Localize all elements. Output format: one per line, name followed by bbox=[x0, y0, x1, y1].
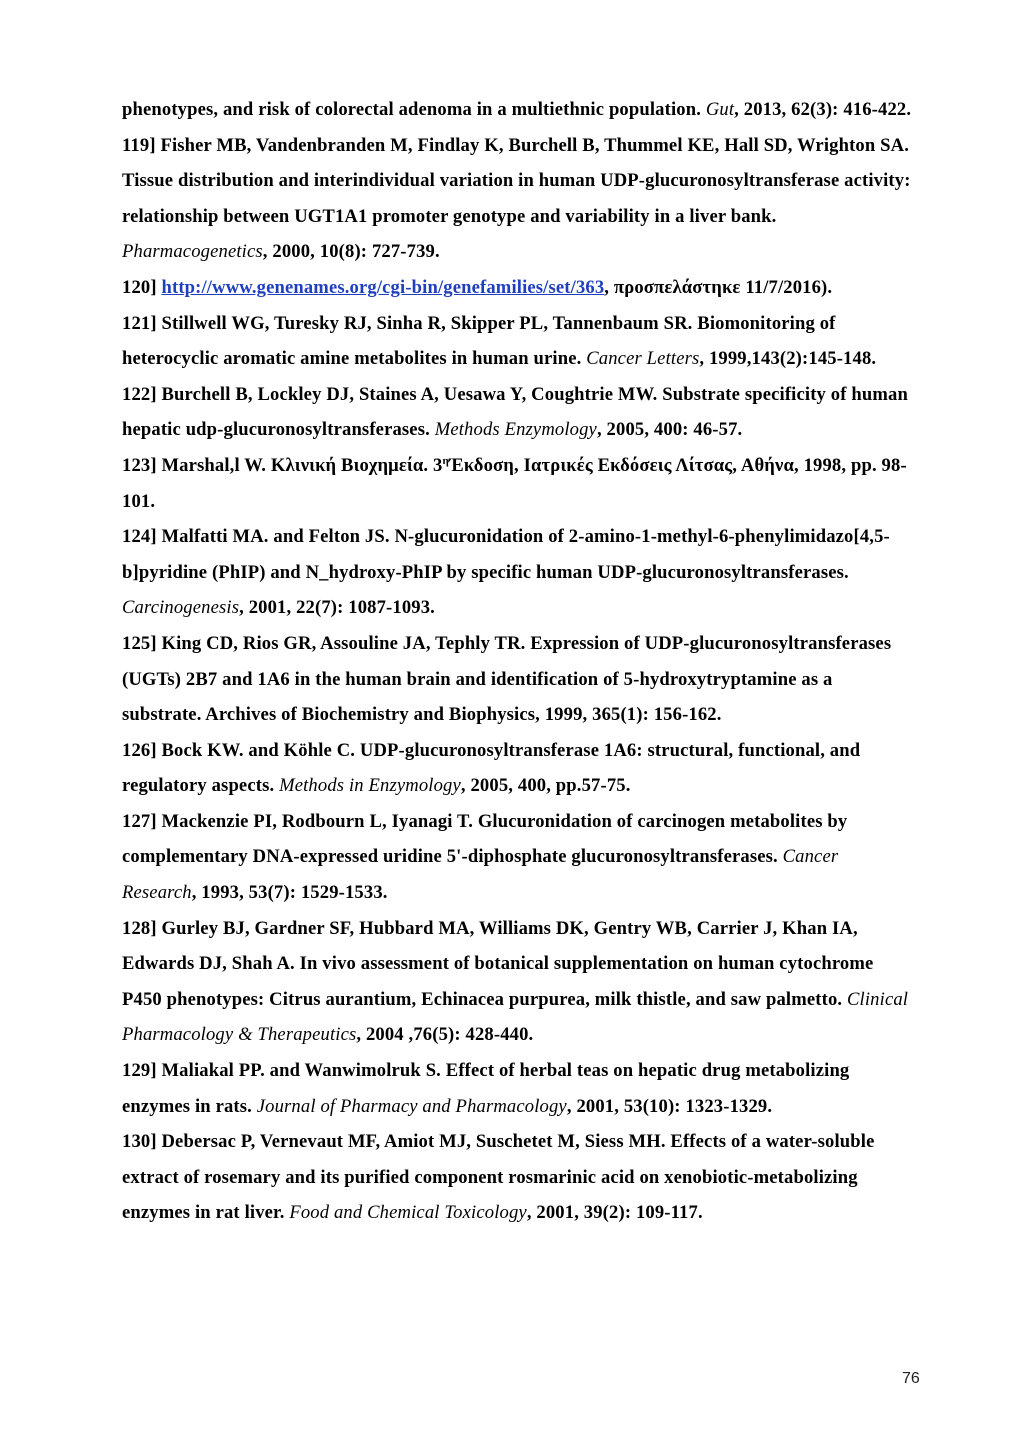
journal-name: Clinical Pharmacology & Therapeutics bbox=[122, 988, 909, 1046]
reference-text: 125] King CD, Rios GR, Assouline JA, Tephly TR. Expression of UDP-glucuronosyltransferases (UGTs) 2B7 and 1A6 in the human brain and identification of 5-hydroxytryptamine as a substrate. Archives of Biochemistry and Biophysics, 1999, 365(1): 156-162. bbox=[122, 632, 892, 726]
journal-name: Methods Enzymology bbox=[434, 419, 597, 441]
journal-name: Gut bbox=[705, 99, 735, 120]
reference-item-119 bbox=[122, 128, 912, 270]
journal-name: Carcinogenesis bbox=[122, 597, 240, 619]
reference-text: 127] Mackenzie PI, Rodbourn L, Iyanagi T. Glucuronidation of carcinogen metabolites by complementary DNA-expressed uridine 5'-diphosphate glucuronosyltransferases. bbox=[122, 810, 848, 868]
reference-item-123 bbox=[122, 448, 912, 519]
journal-name: Cancer Research bbox=[122, 846, 839, 904]
reference-details: , 1993, 53(7): 1529-1533. bbox=[191, 882, 388, 904]
reference-details: , 2005, 400: 46-57. bbox=[596, 419, 743, 441]
reference-details: , 2001, 53(10): 1323-1329. bbox=[566, 1095, 773, 1117]
reference-text: phenotypes, and risk of colorectal adenoma in a multiethnic population. bbox=[122, 99, 706, 120]
reference-details: , 2001, 22(7): 1087-1093. bbox=[239, 597, 435, 619]
reference-item-130 bbox=[122, 1124, 912, 1231]
journal-name: Methods in Enzymology bbox=[279, 775, 461, 797]
reference-text: 122] Burchell B, Lockley DJ, Staines A, Uesawa Y, Coughtrie MW. Substrate specificity of human hepatic udp-glucuronosyltransferases. bbox=[122, 383, 908, 441]
reference-text: 121] Stillwell WG, Turesky RJ, Sinha R, Skipper PL, Tannenbaum SR. Biomonitoring of heterocyclic aromatic amine metabolites in human urine. bbox=[122, 312, 836, 370]
reference-details: , 2000, 10(8): 727-739. bbox=[262, 241, 440, 263]
reference-text: 130] Debersac P, Vernevaut MF, Amiot MJ, Suschetet M, Siess MH. Effects of a water-soluble extract of rosemary and its purified component rosmarinic acid on xenobiotic-metabolizing enzymes in rat liver. bbox=[122, 1131, 875, 1224]
reference-item-129 bbox=[122, 1053, 912, 1124]
reference-item-124 bbox=[122, 519, 912, 626]
reference-details: , 2001, 39(2): 109-117. bbox=[526, 1202, 703, 1224]
page-number: 76 bbox=[902, 1370, 920, 1387]
reference-details: , 2004 ,76(5): 428-440. bbox=[356, 1024, 534, 1046]
reference-text: 129] Maliakal PP. and Wanwimolruk S. Effect of herbal teas on hepatic drug metabolizing enzymes in rats. bbox=[122, 1060, 850, 1117]
reference-item-121 bbox=[122, 306, 912, 377]
reference-details: , 2005, 400, pp.57-75. bbox=[460, 775, 631, 797]
reference-item-127 bbox=[122, 804, 912, 911]
reference-text: 124] Malfatti MA. and Felton JS. N-glucuronidation of 2-amino-1-methyl-6-phenylimidazo[4,5-b]pyridine (PhIP) and N_hydroxy-PhIP by specific human UDP-glucuronosyltransferases. bbox=[122, 526, 890, 583]
reference-item-122 bbox=[122, 377, 912, 448]
reference-item-125 bbox=[122, 626, 912, 733]
reference-text: 119] Fisher MB, Vandenbranden M, Findlay K, Burchell B, Thummel KE, Hall SD, Wrighton SA. Tissue distribution and interindividual variation in human UDP-glucuronosyltransferase activity: relationship between UGT1A1 promoter genotype and variability in a liver bank. bbox=[122, 134, 911, 227]
reference-details: Έκδοση, Ιατρικές Εκδόσεις Λίτσας, Αθήνα, 1998, pp. 98-101. bbox=[122, 454, 907, 512]
journal-name: Food and Chemical Toxicology bbox=[289, 1202, 527, 1224]
reference-item-118 bbox=[122, 92, 912, 128]
reference-details: , 2013, 62(3): 416-422. bbox=[734, 99, 912, 120]
reference-text: 126] Bock KW. and Köhle C. UDP-glucuronosyltransferase 1A6: structural, functional, and regulatory aspects. bbox=[122, 739, 861, 797]
reference-number: 120] bbox=[122, 276, 162, 298]
edition-superscript: η bbox=[442, 454, 449, 467]
reference-details: , προσπελάστηκε 11/7/2016). bbox=[604, 276, 833, 298]
reference-item-120 bbox=[122, 270, 912, 306]
genenames-link[interactable]: http://www.genenames.org/cgi-bin/genefamilies/set/363 bbox=[161, 276, 605, 298]
reference-details: , 1999,143(2):145-148. bbox=[699, 348, 877, 370]
reference-item-128 bbox=[122, 911, 912, 1053]
journal-name: Pharmacogenetics bbox=[122, 241, 263, 263]
reference-item-126 bbox=[122, 733, 912, 804]
journal-name: Cancer Letters bbox=[586, 348, 700, 370]
reference-text: 123] Marshal,l W. Κλινική Βιοχημεία. 3 bbox=[122, 454, 443, 476]
reference-text: 128] Gurley BJ, Gardner SF, Hubbard MA, Williams DK, Gentry WB, Carrier J, Khan IA, Edwards DJ, Shah A. In vivo assessment of botanical supplementation on human cytochrome P450 phenotypes: Citrus aurantium, Echinacea purpurea, milk thistle, and saw palmetto. bbox=[122, 917, 874, 1010]
reference-list bbox=[122, 92, 912, 1231]
journal-name: Journal of Pharmacy and Pharmacology bbox=[256, 1095, 567, 1117]
